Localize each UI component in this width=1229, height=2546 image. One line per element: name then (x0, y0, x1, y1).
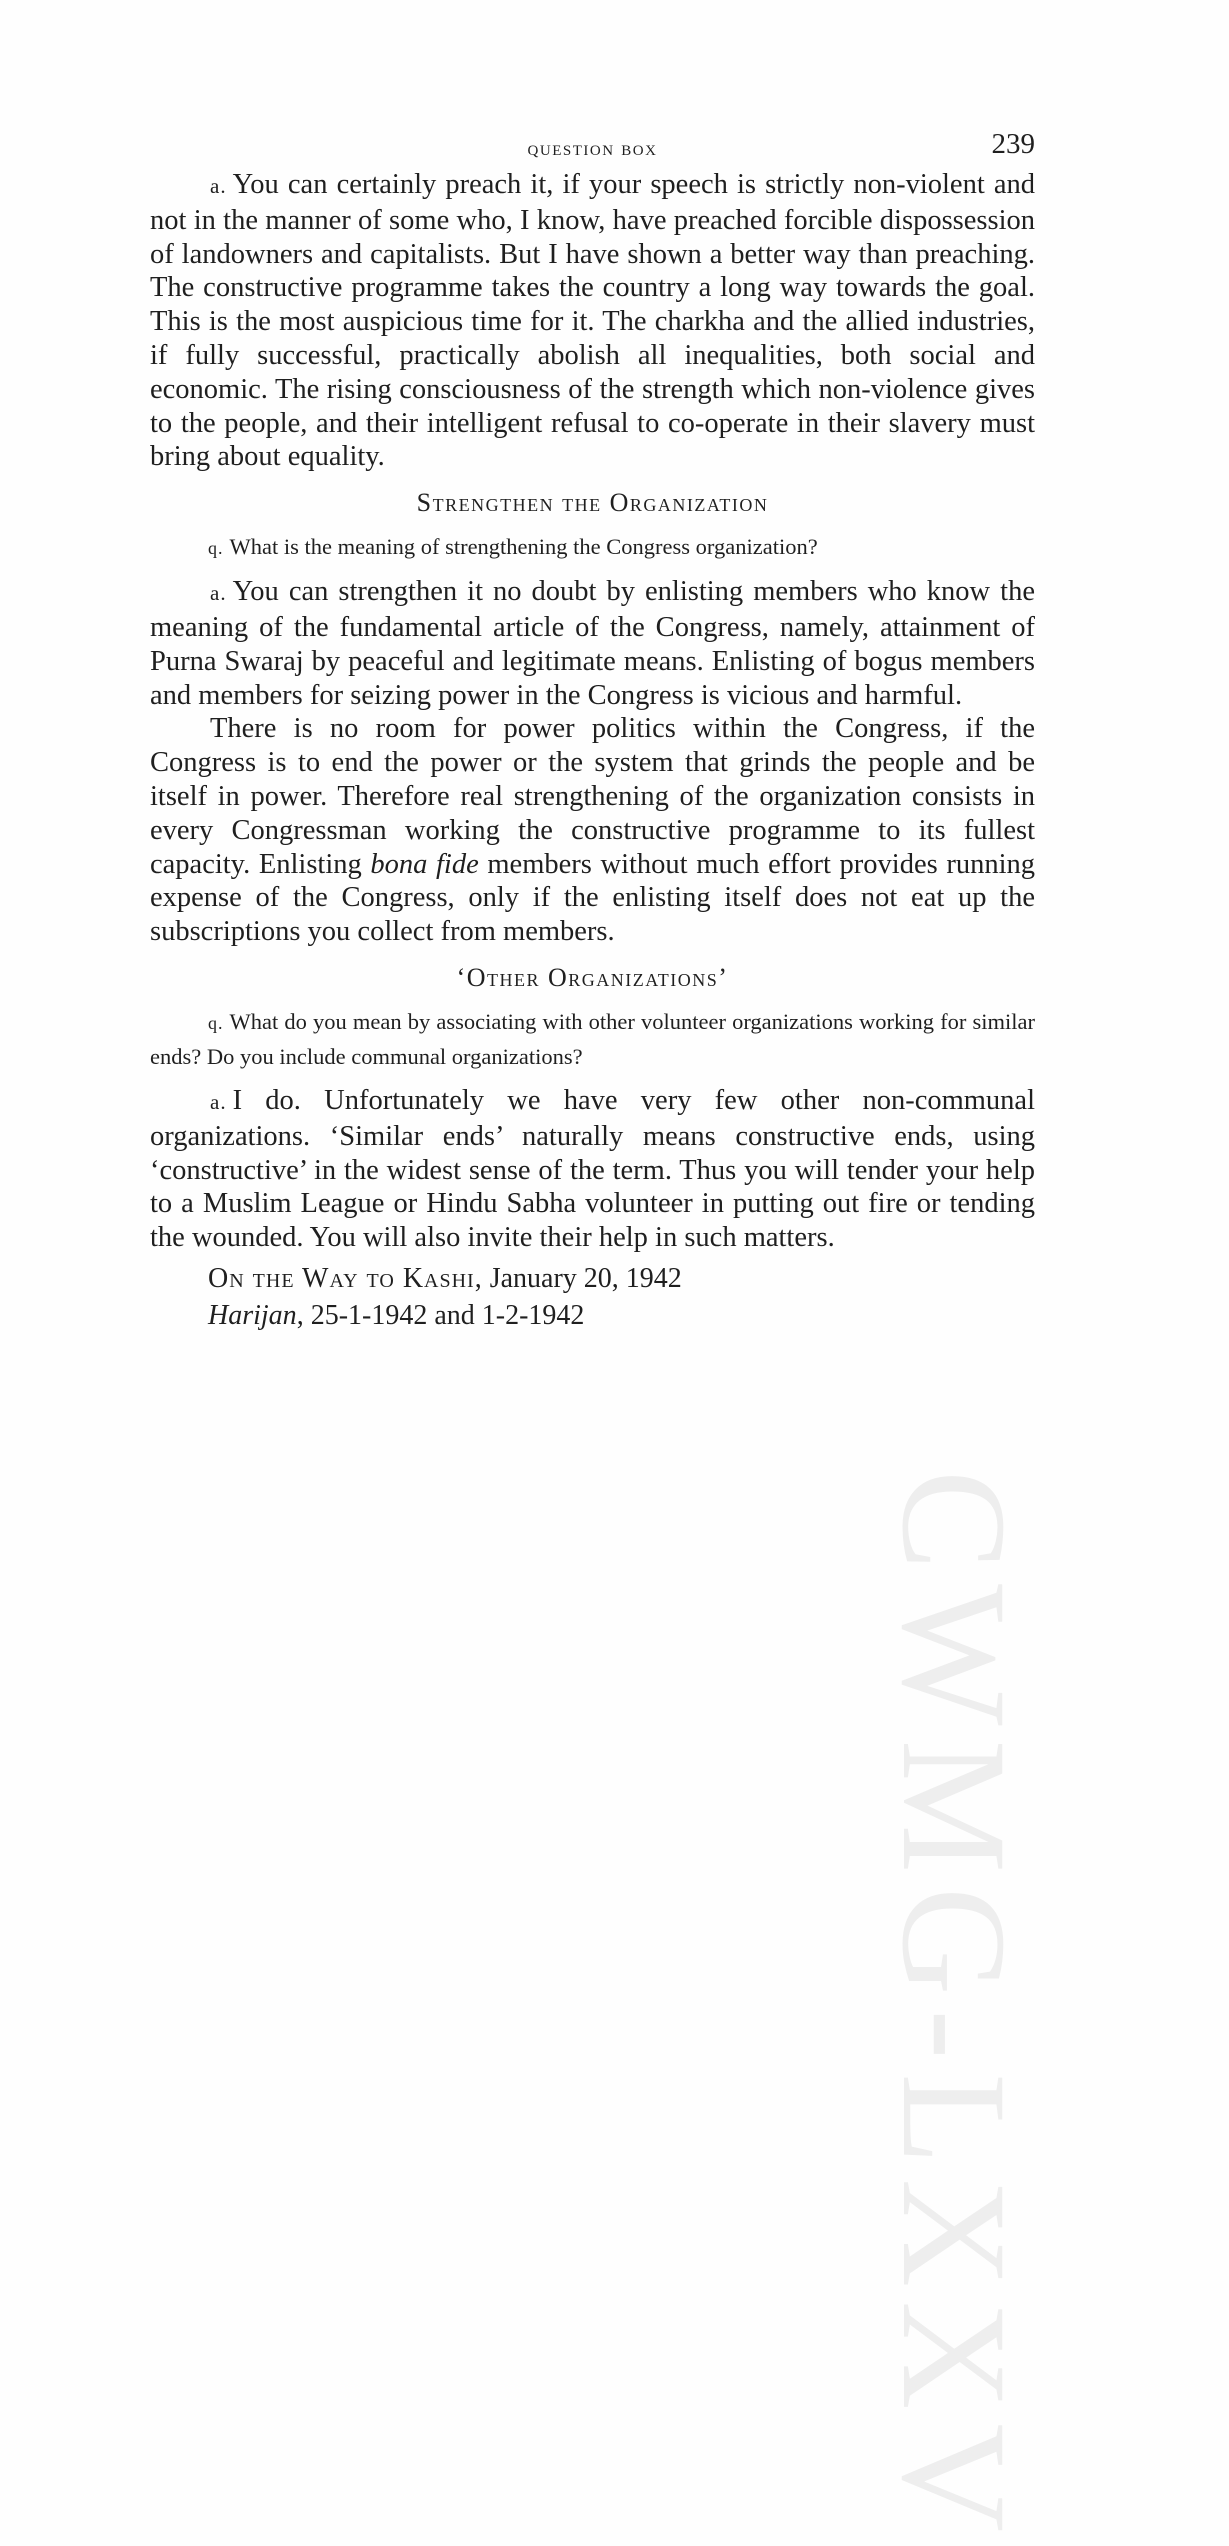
answer-marker: a. (210, 174, 227, 198)
body-paragraph-power-politics (150, 712, 1035, 949)
question-text: What is the meaning of strengthening the Congress organization? (229, 534, 818, 560)
section-heading-other-organizations: ‘Other Organizations’ (456, 962, 729, 992)
question-marker: q. (208, 538, 224, 559)
question-marker: q. (208, 1012, 224, 1033)
paragraph-text: members without much effort provides running expense of the Congress, only if the enlisting itself does not eat up the subscriptions you collect from members. (150, 848, 1035, 948)
section-heading-strengthen: Strengthen the Organization (416, 488, 769, 518)
signoff-place: On the Way to Kashi, (208, 1262, 483, 1294)
page-number: 239 (991, 128, 1035, 160)
question-paragraph-1 (150, 530, 1035, 565)
watermark: CWMG-LXXV (871, 1470, 1037, 2546)
answer-marker: a. (210, 581, 227, 606)
answer-text: I do. Unfortunately we have very few other non-communal organizations. ‘Similar ends’ naturally means constructive ends, using ‘constructive’ in the widest sense of the term. Thus you will tender your help to a Muslim League or Hindu Sabha volunteer in putting out fire or tending the wounded. You will also invite their help in such matters. (150, 1084, 1035, 1254)
signoff-line (208, 1261, 1035, 1297)
running-title: question box (527, 136, 658, 160)
answer-text: You can certainly preach it, if your speech is strictly non-violent and not in the manner of some who, I know, have preached forcible dispossession of landowners and capitalists. But I have shown a better way than preaching. The constructive programme takes the country a long way towards the goal. This is the most auspicious time for it. The charkha and the allied industries, if fully successful, practically abolish all inequalities, both social and economic. The rising consciousness of the strength which non-violence gives to the people, and their intelligent refusal to co-operate in their slavery must bring about equality. (150, 169, 1035, 473)
running-head (150, 128, 1035, 168)
source-dates: , 25-1-1942 and 1-2-1942 (296, 1299, 585, 1331)
italic-term: bona fide (370, 848, 479, 880)
question-text: What do you mean by associating with other volunteer organizations working for similar ends? Do you include communal organizations? (150, 1008, 1035, 1069)
source-citation (208, 1297, 1035, 1335)
source-journal: Harijan (208, 1299, 297, 1331)
answer-marker: a. (210, 1089, 227, 1114)
page-body (150, 128, 1035, 1335)
paragraph-text: There is no room for power politics within the Congress, if the Congress is to end the power or the system that grinds the people and be itself in power. Therefore real strengthening of the organization consists in every Congressman working the constructive programme to its fullest capacity. Enlisting (150, 713, 1035, 880)
answer-paragraph-1 (150, 168, 1035, 474)
answer-paragraph-2 (150, 575, 1035, 712)
question-paragraph-2 (150, 1005, 1035, 1074)
answer-text: You can strengthen it no doubt by enlisting members who know the meaning of the fundamental article of the Congress, namely, attainment of Purna Swaraj by peaceful and legitimate means. Enlisting of bogus members and members for seizing power in the Congress is vicious and harmful. (150, 576, 1035, 711)
signoff-date: January 20, 1942 (489, 1262, 682, 1294)
answer-paragraph-3 (150, 1084, 1035, 1255)
